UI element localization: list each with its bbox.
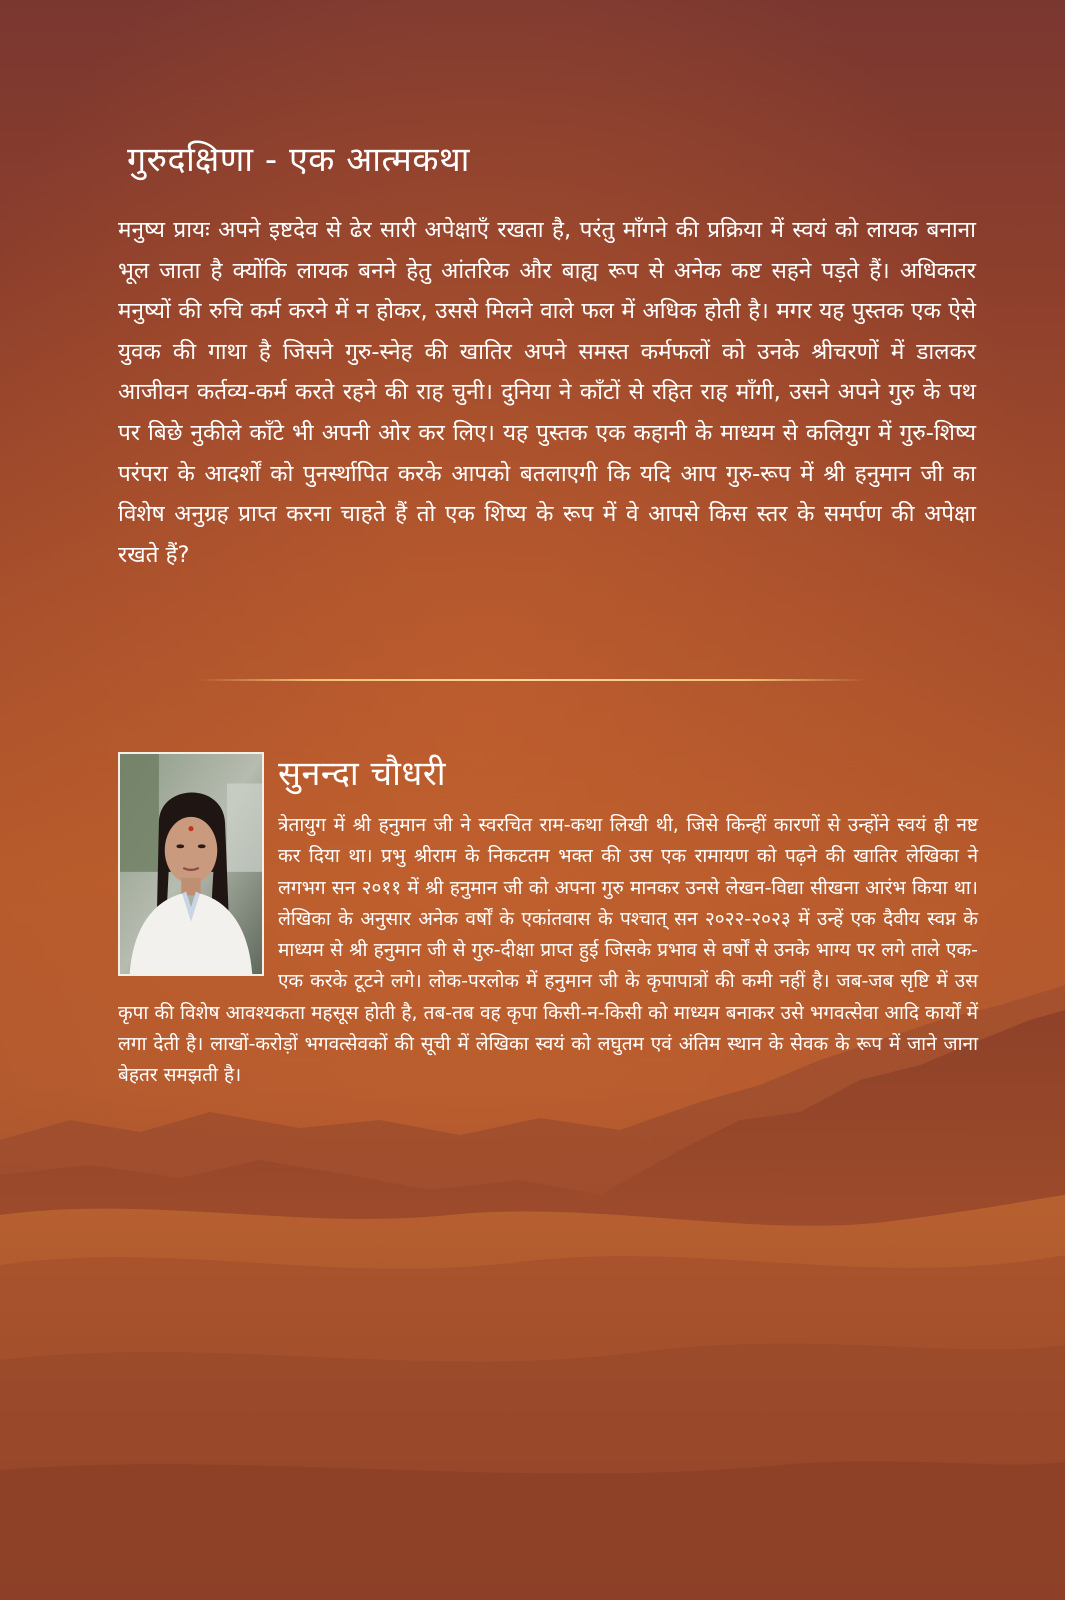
author-section — [118, 750, 978, 1092]
author-bio: त्रेतायुग में श्री हनुमान जी ने स्वरचित राम-कथा लिखी थी, जिसे किन्हीं कारणों से उन्होंने स्वयं ही नष्ट कर दिया था। प्रभु श्रीराम के निकटतम भक्त की उस एक रामायण को पढ़ने की खातिर लेखिका ने लगभग सन २०११ में श्री हनुमान जी को अपना गुरु मानकर उनसे लेखन-विद्या सीखना आरंभ किया था। लेखिका के अनुसार अनेक वर्षों के एकांतवास के पश्चात् सन २०२२-२०२३ में उन्हें एक दैवीय स्वप्न के माध्यम से श्री हनुमान जी से गुरु-दीक्षा प्राप्त हुई जिसके प्रभाव से वर्षों से उनके भाग्य पर लगे ताले एक-एक करके टूटने लगे। लोक-परलोक में हनुमान जी के कृपापात्रों की कमी नहीं है। जब-जब सृष्टि में उस कृपा की विशेष आवश्यकता महसूस होती है, तब-तब वह कृपा किसी-न-किसी को माध्यम बनाकर उसे भगवत्सेवा आदि कार्यों में लगा देती है। लाखों-करोड़ों भगवत्सेवकों की सूची में लेखिका स्वयं को लघुतम एवं अंतिम स्थान के सेवक के रूप में जाने जाना बेहतर समझती है। — [118, 814, 978, 1087]
book-blurb: मनुष्य प्रायः अपने इष्टदेव से ढेर सारी अपेक्षाएँ रखता है, परंतु माँगने की प्रक्रिया में स्वयं को लायक बनाना भूल जाता है क्योंकि लायक बनने हेतु आंतरिक और बाह्य रूप से अनेक कष्ट सहने पड़ते हैं। अधिकतर मनुष्यों की रुचि कर्म करने में न होकर, उससे मिलने वाले फल में अधिक होती है। मगर यह पुस्तक एक ऐसे युवक की गाथा है जिसने गुरु-स्नेह की खातिर अपने समस्त कर्मफलों को उनके श्रीचरणों में डालकर आजीवन कर्तव्य-कर्म करते रहने की राह चुनी। दुनिया ने काँटों से रहित राह माँगी, उसने अपने गुरु के पथ पर बिछे नुकीले काँटे भी अपनी ओर कर लिए। यह पुस्तक एक कहानी के माध्यम से कलियुग में गुरु-शिष्य परंपरा के आदर्शों को पुनर्स्थापित करके आपको बतलाएगी कि यदि आप गुरु-रूप में श्री हनुमान जी का विशेष अनुग्रह प्राप्त करना चाहते हैं तो एक शिष्य के रूप में वे आपसे किस स्तर के समर्पण की अपेक्षा रखते हैं? — [118, 217, 976, 568]
author-name: सुनन्दा चौधरी — [278, 754, 447, 794]
divider-line — [196, 679, 868, 681]
book-title: गुरुदक्षिणा - एक आत्मकथा — [127, 140, 470, 180]
author-portrait-illustration — [120, 754, 262, 974]
author-photo — [118, 752, 264, 976]
